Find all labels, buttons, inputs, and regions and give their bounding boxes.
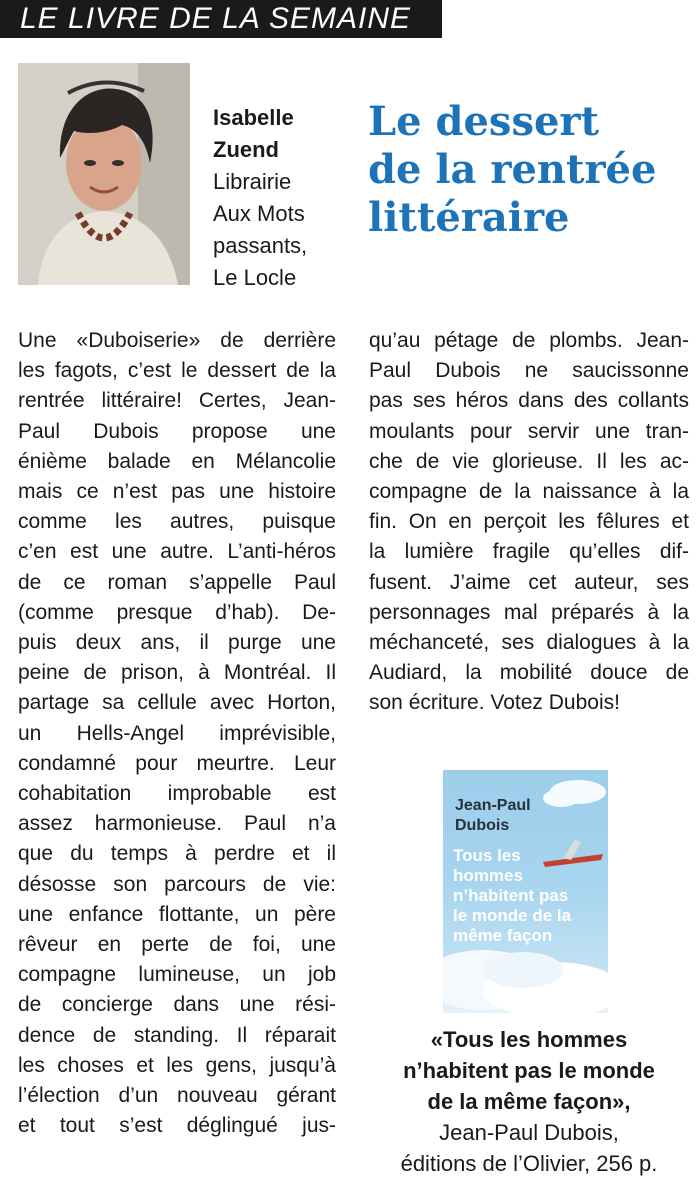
book-title-line: Tous les — [453, 846, 521, 865]
body-line: pas ses héros dans des collants — [369, 389, 689, 413]
body-line: et tout s’est déglingué jus- — [18, 1114, 336, 1138]
body-line: fin. On en perçoit les fêlures et — [369, 510, 689, 534]
headline-line: Le dessert — [368, 98, 599, 145]
body-line: personnages mal préparés à la — [369, 600, 689, 624]
book-title-line: même façon — [453, 926, 553, 945]
body-line: Une «Duboiserie» de derrière — [18, 329, 336, 352]
body-line: une enfance flottante, un père — [18, 902, 336, 926]
body-line: les choses et les gens, jusqu’à — [18, 1053, 336, 1077]
body-line: moulants pour servir une tran- — [369, 419, 689, 443]
body-line: peine de prison, à Montréal. Il — [18, 661, 336, 685]
body-line: (comme presque d’hab). De- — [18, 600, 336, 624]
body-line: un Hells-Angel imprévisible, — [18, 721, 336, 745]
body-line: partage sa cellule avec Horton, — [18, 691, 336, 715]
book-title-line: hommes — [453, 866, 523, 885]
author-detail-line: Le Locle — [213, 265, 297, 290]
book-title-line: n’habitent pas — [453, 886, 569, 905]
book-caption — [369, 1024, 689, 1179]
body-line: assez harmonieuse. Paul n’a — [18, 812, 336, 836]
body-line: la lumière fragile qu’elles dif- — [369, 540, 689, 564]
body-line: compagne lumineuse, un job — [18, 963, 336, 987]
caption-detail-line: Jean-Paul Dubois, — [439, 1120, 619, 1145]
body-line: Paul Dubois ne saucissonne — [369, 359, 689, 383]
caption-title-line: «Tous les hommes — [430, 1027, 628, 1052]
book-title-line: le monde de la — [453, 906, 572, 925]
author-name-line: Isabelle — [213, 105, 294, 130]
body-line: Paul Dubois propose une — [18, 419, 336, 443]
caption-detail-line: éditions de l’Olivier, 256 p. — [400, 1151, 658, 1176]
body-line: che de vie glorieuse. Il les ac- — [369, 449, 689, 473]
body-line: fusent. J’aime cet auteur, ses — [369, 570, 689, 594]
book-cover-title — [453, 846, 571, 946]
body-line: puis deux ans, il purge une — [18, 631, 336, 655]
body-line: l’élection d’un nouveau gérant — [18, 1084, 336, 1108]
body-line: condamné pour meurtre. Leur — [18, 751, 336, 775]
body-line: désosse son parcours de vie: — [18, 872, 336, 896]
portrait-image — [18, 63, 190, 285]
body-line: son écriture. Votez Dubois! — [369, 691, 620, 715]
body-line: comme les autres, puisque — [18, 510, 336, 534]
body-line: les fagots, c’est le dessert de la — [18, 359, 336, 383]
section-rubric: LE LIVRE DE LA SEMAINE — [0, 0, 442, 38]
body-line: cohabitation improbable est — [18, 782, 336, 806]
author-detail-line: Aux Mots — [213, 201, 305, 226]
body-line: Audiard, la mobilité douce de — [369, 661, 689, 685]
article-body-left-column — [18, 326, 336, 1141]
body-line: méchanceté, ses dialogues à la — [369, 631, 689, 655]
body-line: rêveur en perte de foi, une — [18, 933, 336, 957]
body-line: que du temps à perdre et il — [18, 842, 336, 866]
author-portrait — [18, 63, 190, 285]
body-line: dence de standing. Il réparait — [18, 1023, 336, 1047]
article-headline — [368, 98, 688, 242]
article-body-right-column — [369, 326, 689, 719]
headline-line: littéraire — [368, 194, 570, 241]
body-line: énième balade en Mélancolie — [18, 449, 336, 473]
body-line: qu’au pétage de plombs. Jean- — [369, 329, 689, 352]
author-detail-line: Librairie — [213, 169, 292, 194]
book-author-line: Jean-Paul — [455, 797, 531, 814]
caption-title-line: n’habitent pas le monde — [403, 1058, 655, 1083]
body-line: de ce roman s’appelle Paul — [18, 570, 336, 594]
caption-title-line: de la même façon», — [427, 1089, 631, 1114]
author-name-line: Zuend — [213, 137, 279, 162]
body-line: mais ce n’est pas une histoire — [18, 480, 336, 504]
body-line: de concierge dans une rési- — [18, 993, 336, 1017]
headline-line: de la rentrée — [368, 146, 657, 193]
body-line: c’en est une autre. L’anti-héros — [18, 540, 336, 564]
body-line: rentrée littéraire! Certes, Jean- — [18, 389, 336, 413]
book-cover-image — [443, 770, 608, 1013]
book-cover-author — [455, 796, 531, 836]
author-detail-line: passants, — [213, 233, 308, 258]
author-bio — [213, 102, 353, 294]
body-line: compagne de la naissance à la — [369, 480, 689, 504]
book-author-line: Dubois — [455, 817, 510, 834]
